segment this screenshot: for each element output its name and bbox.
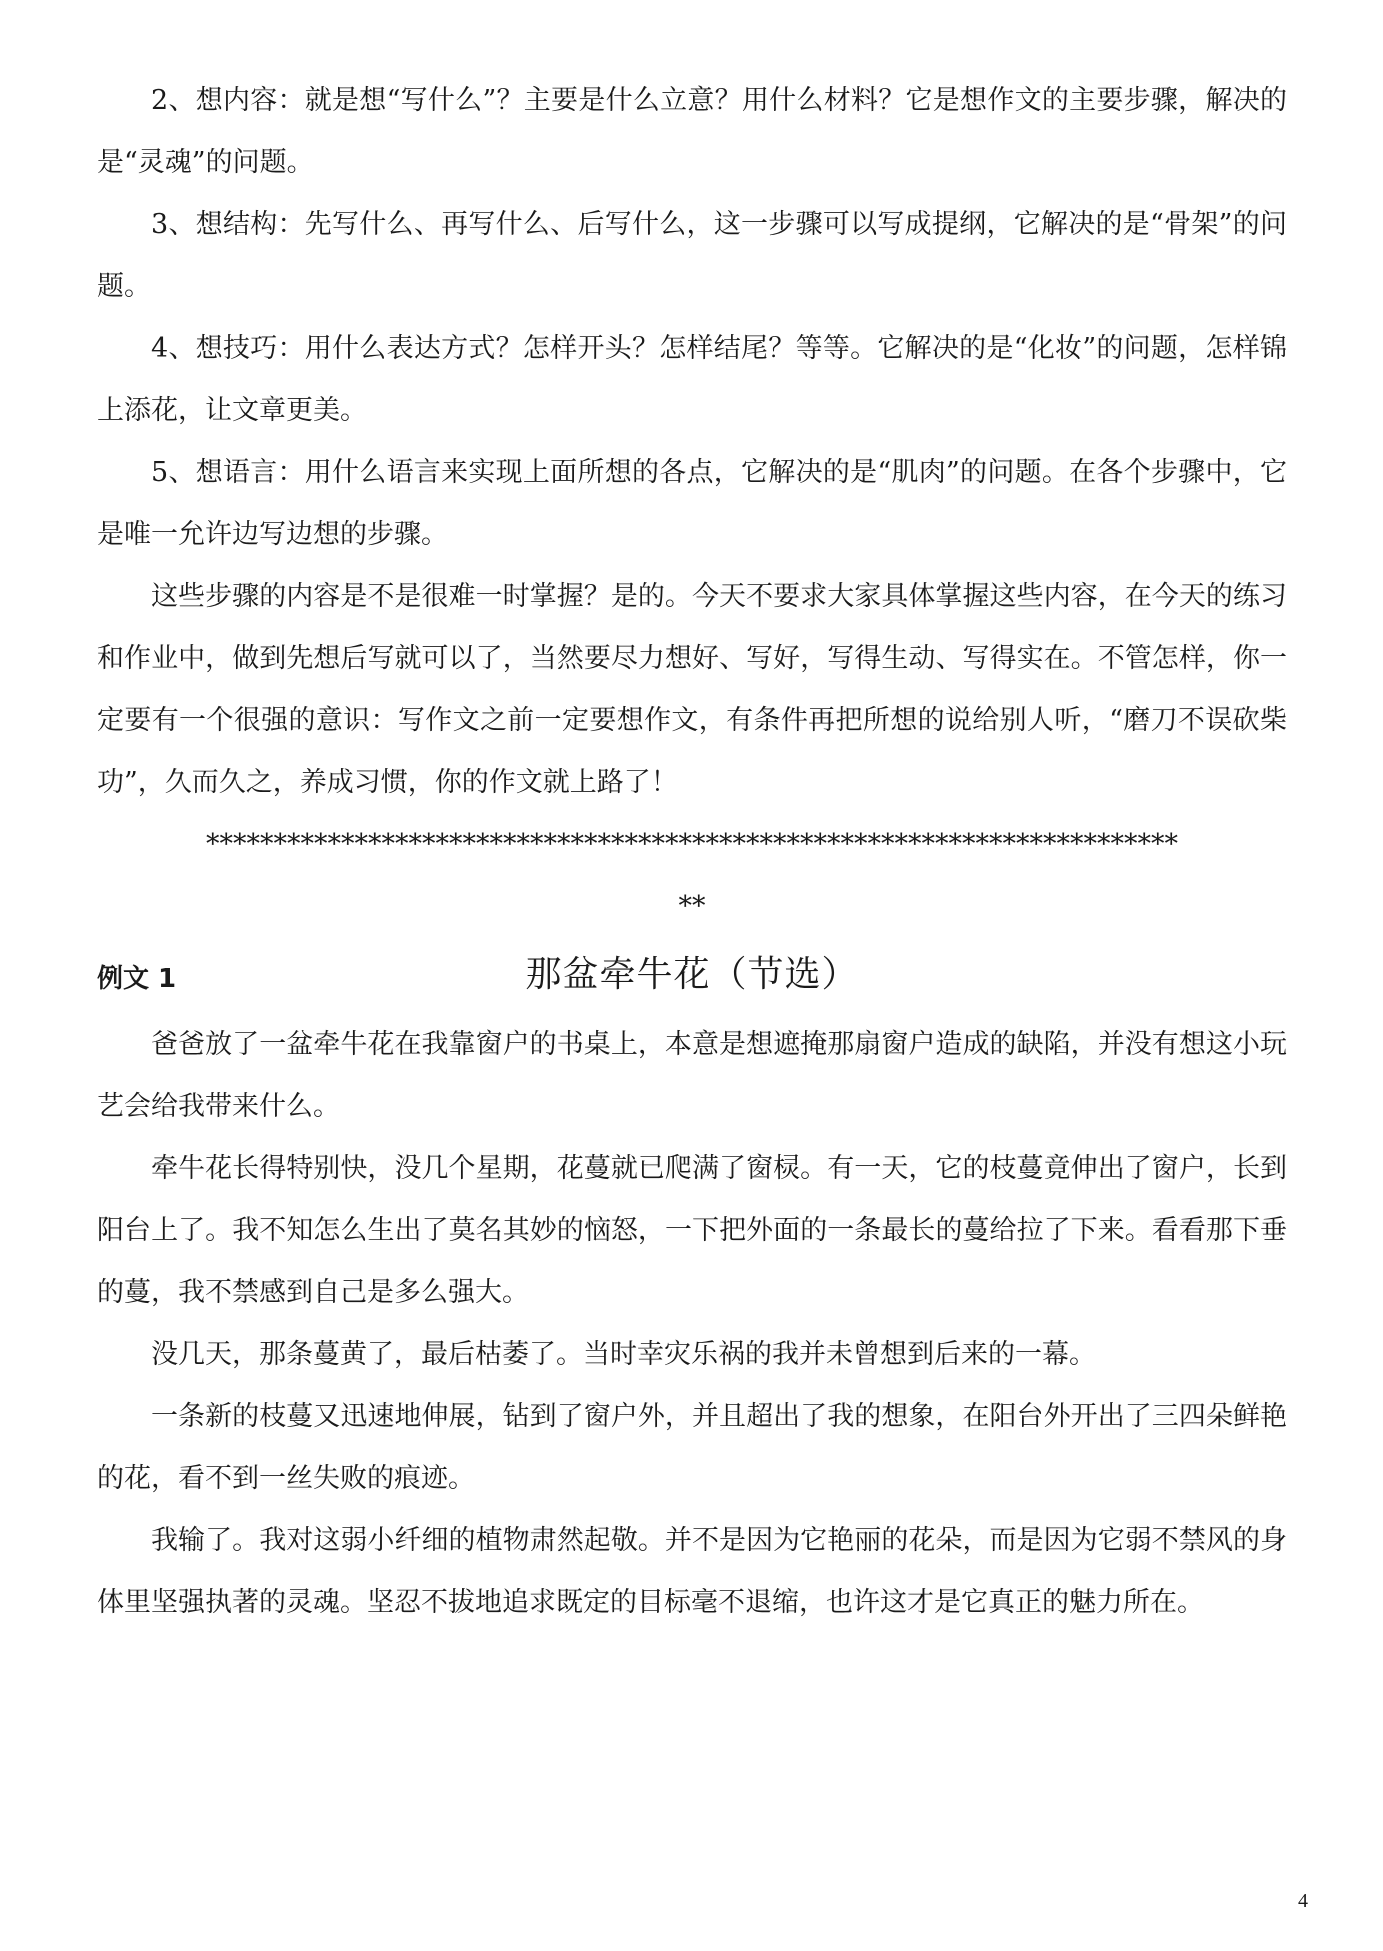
essay-paragraph: 牵牛花长得特别快，没几个星期，花蔓就已爬满了窗棂。有一天，它的枝蔓竟伸出了窗户，长到阳台上了。我不知怎么生出了莫名其妙的恼怒，一下把外面的一条最长的蔓给拉了下来。看看那下垂的蔓，我不禁感到自己是多么强大。 xyxy=(97,1153,1287,1308)
paragraph-summary: 这些步骤的内容是不是很难一时掌握？是的。今天不要求大家具体掌握这些内容，在今天的练习和作业中，做到先想后写就可以了，当然要尽力想好、写好，写得生动、写得实在。不管怎样，你一定要有一个很强的意识：写作文之前一定要想作文，有条件再把所想的说给别人听，“磨刀不误砍柴功”，久而久之，养成习惯，你的作文就上路了！ xyxy=(97,581,1287,798)
page-number: 4 xyxy=(1298,1890,1308,1912)
essay-paragraph: 一条新的枝蔓又迅速地伸展，钻到了窗户外，并且超出了我的想象，在阳台外开出了三四朵鲜艳的花，看不到一丝失败的痕迹。 xyxy=(97,1401,1287,1494)
paragraph-step-language: 5、想语言：用什么语言来实现上面所想的各点，它解决的是“肌肉”的问题。在各个步骤中，它是唯一允许边写边想的步骤。 xyxy=(97,457,1287,550)
divider-stars: ************************************************************************ xyxy=(206,829,1178,860)
example-header xyxy=(97,940,1287,1002)
section-divider xyxy=(97,814,1287,938)
essay-paragraph: 爸爸放了一盆牵牛花在我靠窗户的书桌上，本意是想遮掩那扇窗户造成的缺陷，并没有想这小玩艺会给我带来什么。 xyxy=(97,1029,1287,1122)
paragraph-step-technique: 4、想技巧：用什么表达方式？怎样开头？怎样结尾？等等。它解决的是“化妆”的问题，怎样锦上添花，让文章更美。 xyxy=(97,333,1287,426)
document-body xyxy=(97,70,1287,1634)
example-essay xyxy=(97,1014,1287,1634)
essay-paragraph: 我输了。我对这弱小纤细的植物肃然起敬。并不是因为它艳丽的花朵，而是因为它弱不禁风的身体里坚强执著的灵魂。坚忍不拔地追求既定的目标毫不退缩，也许这才是它真正的魅力所在。 xyxy=(97,1525,1287,1618)
divider-stars-tail: ** xyxy=(678,891,706,922)
essay-paragraph: 没几天，那条蔓黄了，最后枯萎了。当时幸灾乐祸的我并未曾想到后来的一幕。 xyxy=(151,1339,1096,1370)
example-label: 例文 1 xyxy=(97,964,177,994)
paragraph-step-structure: 3、想结构：先写什么、再写什么、后写什么，这一步骤可以写成提纲，它解决的是“骨架”的问题。 xyxy=(97,209,1287,302)
example-title: 那盆牵牛花（节选） xyxy=(525,954,859,995)
paragraph-step-content: 2、想内容：就是想“写什么”？主要是什么立意？用什么材料？它是想作文的主要步骤，解决的是“灵魂”的问题。 xyxy=(97,85,1287,178)
